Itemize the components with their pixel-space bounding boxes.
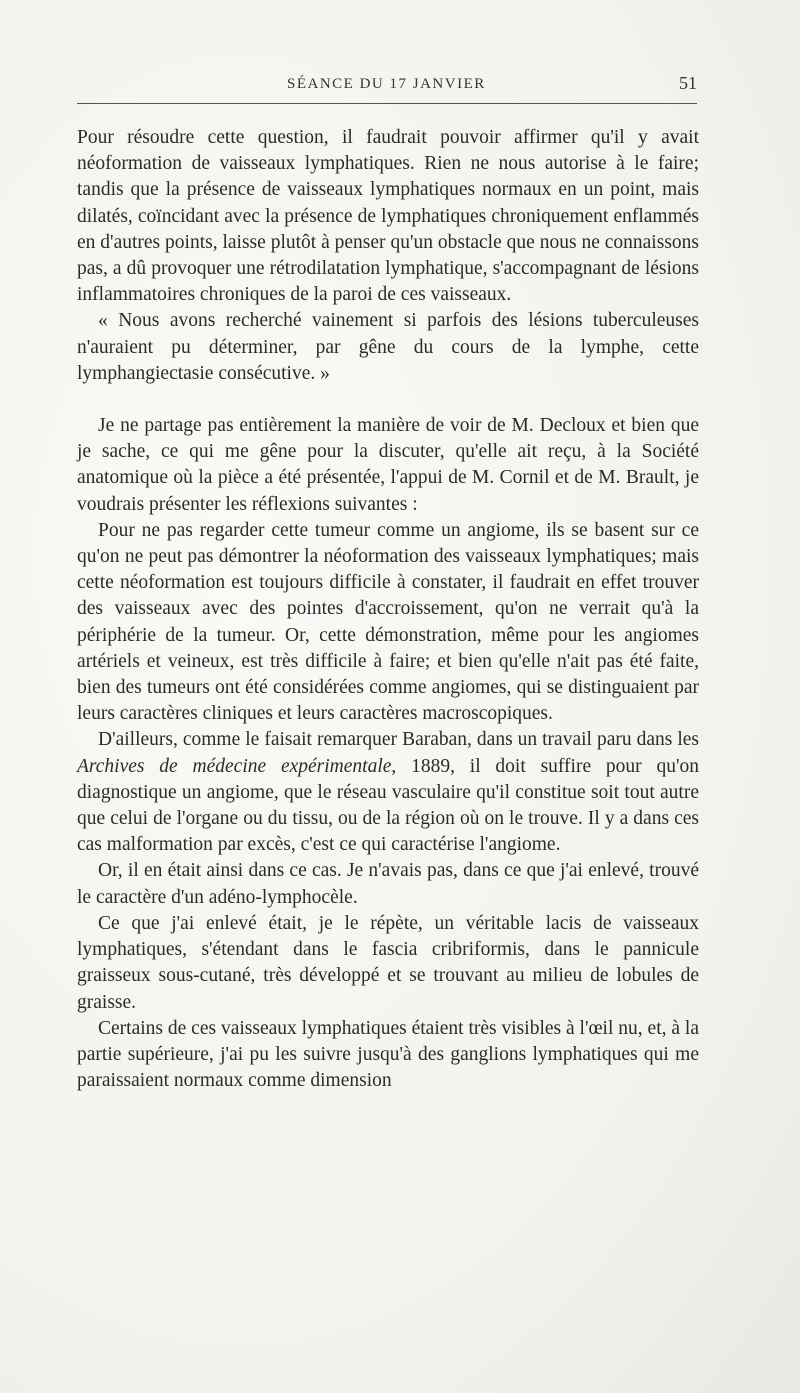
paragraph: Or, il en était ainsi dans ce cas. Je n'avais pas, dans ce que j'ai enlevé, trouvé le caractère d'un adéno-lymphocèle. bbox=[77, 860, 699, 908]
paragraph: Pour résoudre cette question, il faudrait pouvoir affirmer qu'il y avait néoformation de vaisseaux lymphatiques. Rien ne nous autorise à le faire; tandis que la présence de vaisseaux lymphatiques normaux en un point, mais dilatés, coïncidant avec la présence de lymphatiques chroniquement enflammés en d'autres points, laisse plutôt à penser qu'un obstacle que nous ne connaissons pas, a dû provoquer une rétrodilatation lymphatique, s'accompagnant de lésions inflammatoires chroniques de la paroi de ces vaisseaux. bbox=[77, 127, 699, 306]
paragraph: Je ne partage pas entièrement la manière de voir de M. Decloux et bien que je sache, ce qui me gêne pour la discuter, qu'elle ait reçu, à la Société anatomique où la pièce a été présentée, l'appui de M. Cornil et de M. Brault, je voudrais présenter les réflexions suivantes : bbox=[77, 415, 699, 515]
paragraph: « Nous avons recherché vainement si parfois des lésions tuberculeuses n'auraient pu déterminer, par gêne du cours de la lymphe, cette lymphangiectasie consécutive. » bbox=[77, 310, 699, 384]
paragraph-text: , 1889, il doit suffire pour qu'on diagnostique un angiome, que le réseau vasculaire qu'il constitue soit tout autre que celui de l'organe ou du tissu, ou de la région où on le trouve. Il y a dans ces cas malformation par excès, c'est ce qui caractérise l'angiome. bbox=[77, 755, 699, 856]
paragraph: Pour ne pas regarder cette tumeur comme un angiome, ils se basent sur ce qu'on ne peut pas démontrer la néoformation des vaisseaux lymphatiques; mais cette néoformation est toujours difficile à constater, il faudrait en effet trouver des vaisseaux avec des pointes d'accroissement, qu'on ne verrait qu'à la périphérie de la tumeur. Or, cette démonstration, même pour les angiomes artériels et veineux, est très difficile à faire; et bien qu'elle n'ait pas été faite, bien des tumeurs ont été considérées comme angiomes, qui se distinguaient par leurs caractères cliniques et leurs caractères macroscopiques. bbox=[77, 519, 699, 725]
paragraph-text: D'ailleurs, comme le faisait remarquer Baraban, dans un travail paru dans les bbox=[98, 729, 699, 751]
paragraph: Certains de ces vaisseaux lymphatiques étaient très visibles à l'œil nu, et, à la partie supérieure, j'ai pu les suivre jusqu'à des ganglions lymphatiques qui me paraissaient normaux comme dimension bbox=[77, 1017, 699, 1092]
paragraph bbox=[77, 727, 699, 858]
running-header bbox=[77, 70, 697, 100]
header-title: SÉANCE DU 17 JANVIER bbox=[287, 76, 486, 92]
header-rule bbox=[77, 103, 697, 104]
page-number: 51 bbox=[679, 73, 697, 93]
body-text bbox=[77, 125, 699, 1094]
journal-title: Archives de médecine expérimentale bbox=[77, 755, 392, 777]
paragraph: Ce que j'ai enlevé était, je le répète, un véritable lacis de vaisseaux lymphatiques, s'étendant dans le fascia cribriformis, dans le pannicule graisseux sous-cutané, très développé et se trouvant au milieu de lobules de graisse. bbox=[77, 912, 699, 1013]
